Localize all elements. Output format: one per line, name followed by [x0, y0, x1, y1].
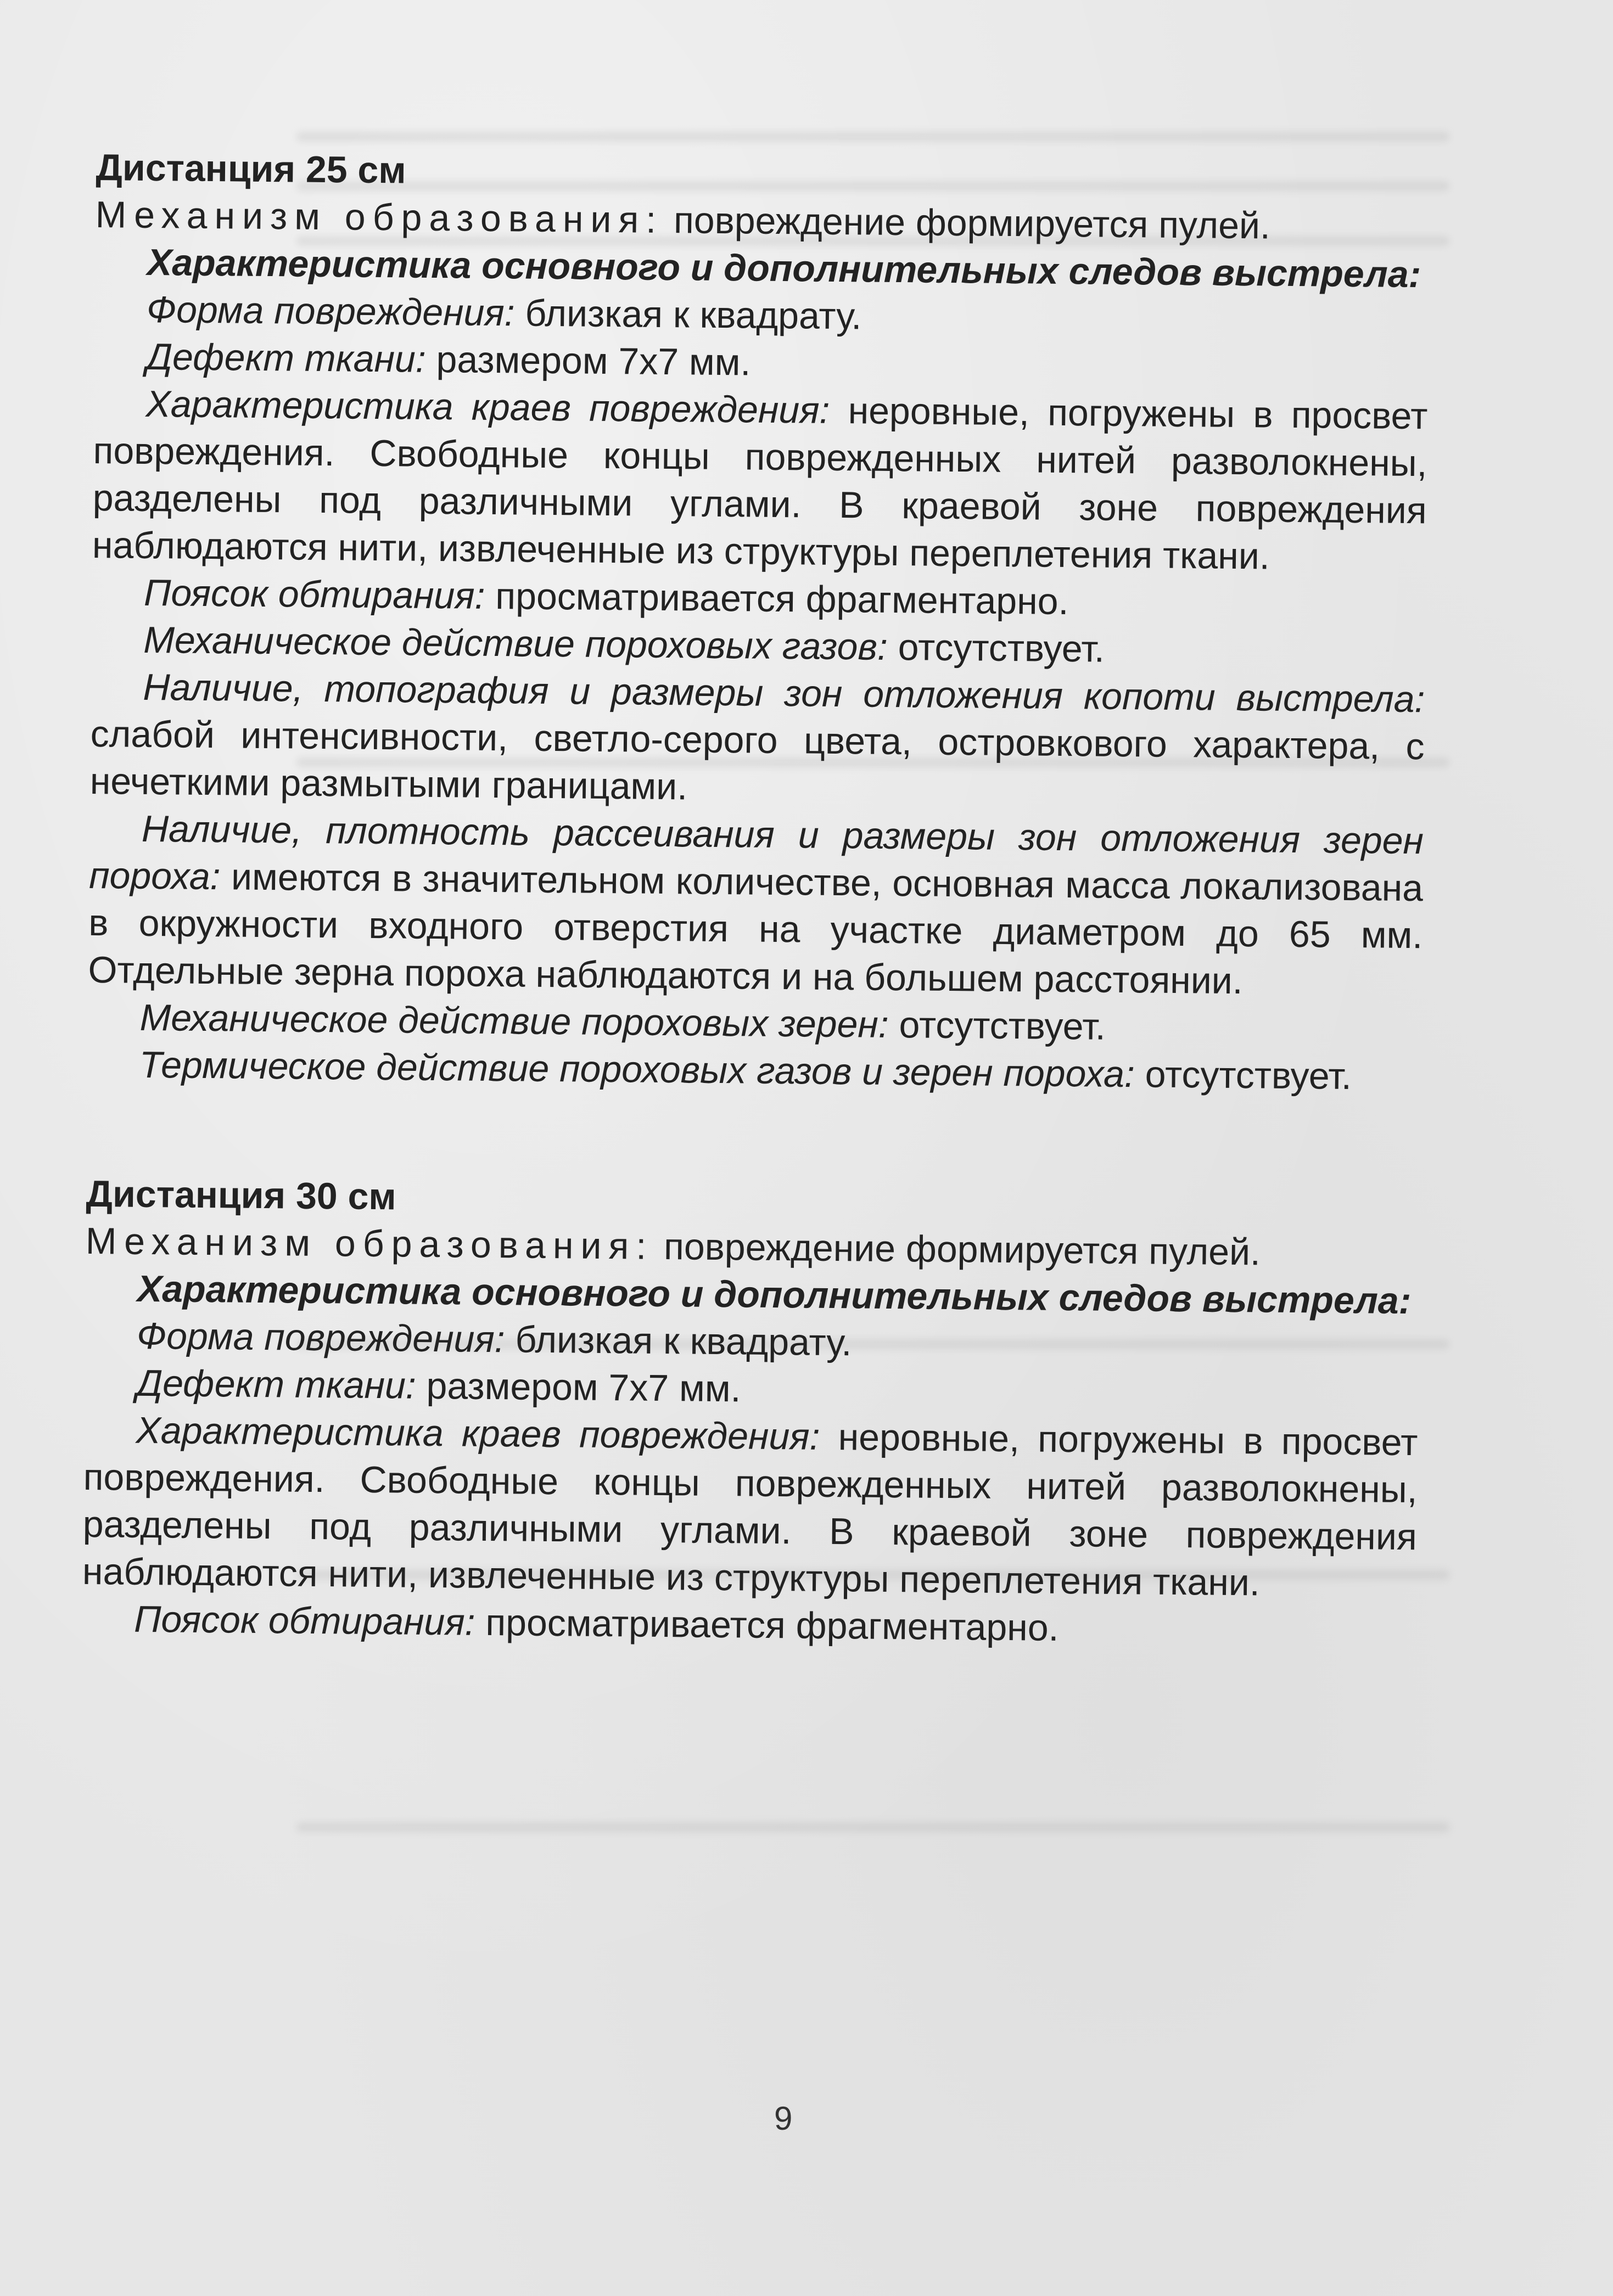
- item-label: Наличие, топография и размеры зон отложения копоти выстрела:: [143, 666, 1425, 721]
- section-heading: Дистанция 30 см: [86, 1172, 397, 1218]
- item-text: близкая к квадрату.: [525, 292, 862, 338]
- item-paragraph: [82, 1406, 1418, 1608]
- item-text: отсутствует.: [898, 626, 1105, 670]
- item-label: Механическое действие пороховых газов:: [143, 619, 888, 668]
- mechanism-label: Механизм образования:: [95, 193, 664, 241]
- item-text: просматривается фрагментарно.: [485, 1601, 1059, 1649]
- item-label: Форма повреждения:: [146, 288, 515, 334]
- item-text: имеются в значительном количестве, основная масса локализована в окружности входного отверстия на участке диаметром до 65 мм. Отдельные зерна пороха наблюдаются и на большем расстоянии.: [88, 856, 1424, 1002]
- item-label: Характеристика краев повреждения:: [136, 1409, 820, 1458]
- item-label: Механическое действие пороховых зерен:: [139, 996, 889, 1046]
- item-paragraph: [89, 663, 1425, 817]
- item-label: Дефект ткани:: [136, 1362, 417, 1407]
- item-text: размером 7х7 мм.: [426, 1365, 741, 1410]
- section-distance-25: [87, 144, 1430, 1101]
- item-paragraph: [92, 380, 1428, 581]
- item-text: неровные, погружены в просвет повреждения. Свободные концы поврежденных нитей разволокнены, разделены под различными углами. В краевой зоне повреждения наблюдаются нити, извлеченные из структуры переплетения ткани.: [82, 1416, 1418, 1604]
- item-paragraph: [88, 805, 1424, 1006]
- item-label: Поясок обтирания:: [133, 1598, 475, 1643]
- page-number: 9: [774, 2100, 793, 2137]
- mechanism-text: повреждение формируется пулей.: [663, 1226, 1261, 1273]
- characteristics-heading: Характеристика основного и дополнительных следов выстрела:: [137, 1267, 1412, 1322]
- item-label: Форма повреждения:: [136, 1315, 506, 1361]
- bleed-through-line: [296, 132, 1449, 142]
- section-distance-30: [82, 1170, 1420, 1655]
- item-label: Характеристика краев повреждения:: [145, 383, 830, 431]
- item-text: размером 7х7 мм.: [436, 338, 751, 384]
- characteristics-heading: Характеристика основного и дополнительных следов выстрела:: [147, 241, 1421, 296]
- mechanism-label: Механизм образования:: [85, 1220, 654, 1267]
- item-text: слабой интенсивности, светло-серого цвета, островкового характера, с нечеткими размытыми границами.: [89, 712, 1425, 808]
- item-text: отсутствует.: [1145, 1053, 1352, 1098]
- item-label: Термическое действие пороховых газов и зерен пороха:: [139, 1043, 1135, 1096]
- section-heading: Дистанция 25 см: [96, 146, 407, 192]
- bleed-through-line: [296, 1822, 1449, 1832]
- mechanism-text: повреждение формируется пулей.: [673, 199, 1271, 247]
- page-content: [82, 144, 1430, 1655]
- item-label: Дефект ткани:: [145, 335, 427, 380]
- item-text: просматривается фрагментарно.: [495, 575, 1069, 623]
- item-label: Наличие, плотность рассеивания и размеры зон отложения зерен пороха:: [88, 807, 1424, 898]
- item-text: близкая к квадрату.: [515, 1318, 852, 1364]
- item-text: отсутствует.: [899, 1004, 1106, 1048]
- item-label: Поясок обтирания:: [143, 571, 485, 617]
- item-text: неровные, погружены в просвет повреждения. Свободные концы поврежденных нитей разволокнены, разделены под различными углами. В краевой зоне повреждения наблюдаются нити, извлеченные из структуры переплетения ткани.: [92, 390, 1428, 577]
